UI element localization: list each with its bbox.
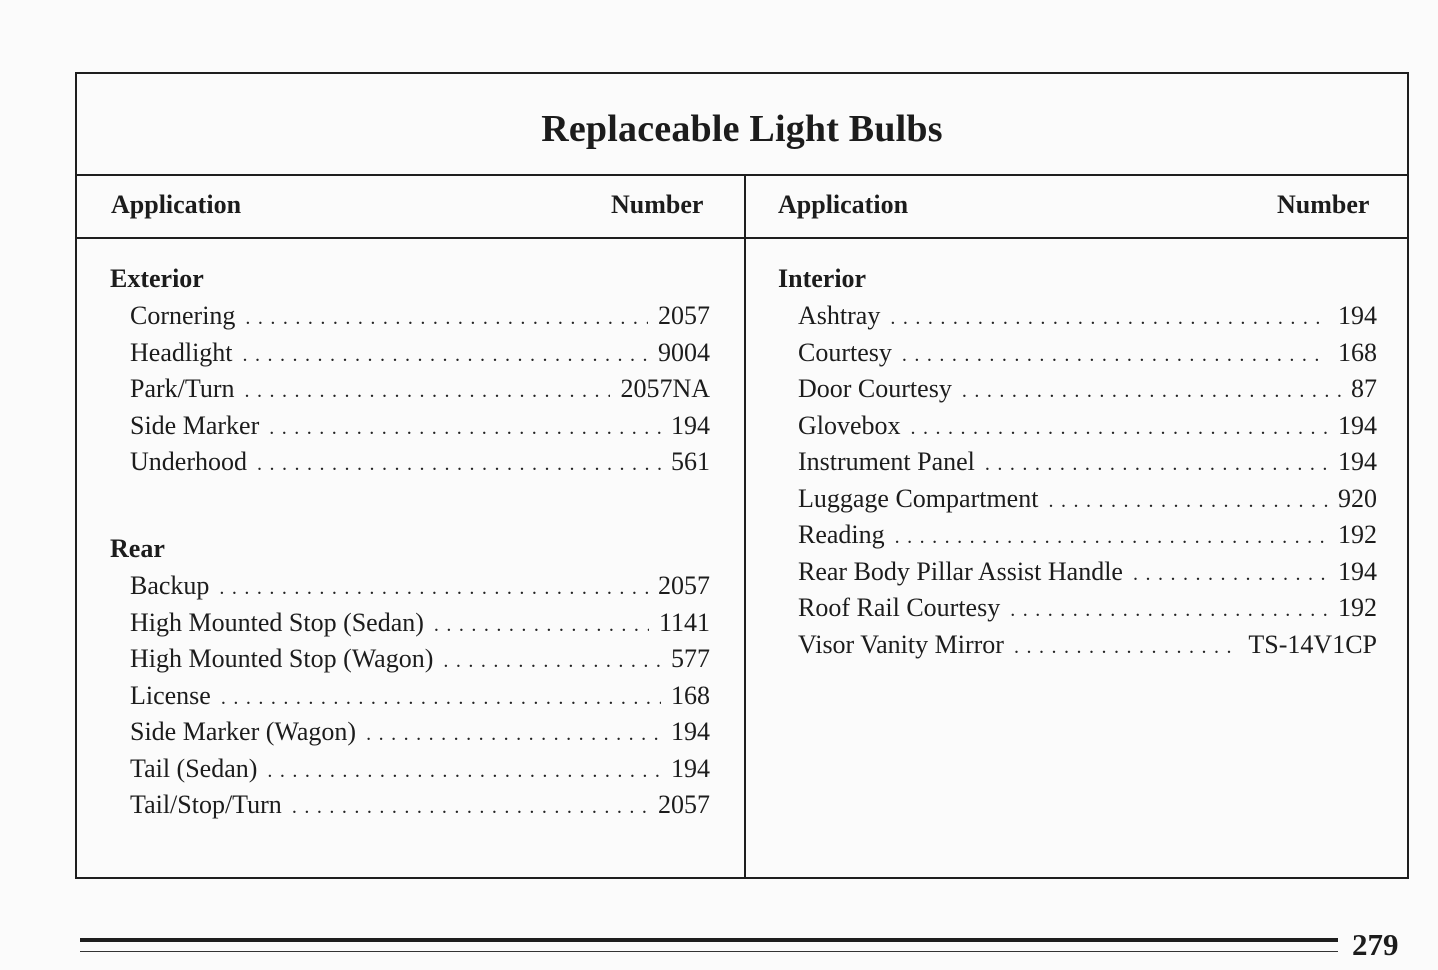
bulb-application: Glovebox (798, 410, 901, 440)
dot-leader (895, 519, 1328, 556)
bulb-application: Headlight (130, 337, 233, 367)
bulb-application: Ashtray (798, 301, 881, 330)
list-item (778, 627, 1377, 664)
dot-leader (985, 446, 1328, 483)
dot-leader (434, 607, 649, 644)
list-item (778, 590, 1377, 627)
column-divider (744, 176, 746, 877)
dot-leader (890, 300, 1328, 337)
bulb-application: Park/Turn (130, 374, 235, 403)
list-item (778, 335, 1377, 372)
bulb-number: 192 (1338, 520, 1377, 549)
bulb-application: Visor Vanity Mirror (798, 629, 1004, 659)
dot-leader (1133, 556, 1328, 593)
bulb-number: 2057 (658, 790, 710, 819)
bulb-number: 920 (1338, 483, 1377, 513)
list-item (778, 554, 1377, 591)
bulb-table (75, 72, 1409, 879)
bulb-application: Reading (798, 520, 885, 549)
dot-leader (902, 337, 1328, 374)
list-item (110, 335, 710, 372)
page-number: 279 (1352, 927, 1399, 962)
list-item (110, 444, 710, 481)
bulb-application: Tail (Sedan) (130, 753, 258, 783)
dot-leader (366, 716, 661, 753)
bulb-number: 168 (1338, 337, 1377, 367)
bulb-number: 2057NA (620, 374, 710, 403)
dot-leader (269, 410, 661, 447)
list-item (110, 641, 710, 678)
list-item (110, 298, 710, 335)
bulb-number: TS-14V1CP (1248, 629, 1377, 659)
dot-leader (292, 789, 648, 826)
section-heading: Interior (778, 264, 867, 293)
dot-leader (911, 410, 1328, 447)
bulb-application: Backup (130, 571, 210, 600)
bulb-number: 9004 (658, 337, 710, 367)
section-heading: Rear (110, 534, 165, 563)
bulb-application: Tail/Stop/Turn (130, 790, 282, 819)
list-item (110, 678, 710, 715)
list-item (778, 408, 1377, 445)
dot-leader (443, 643, 661, 680)
bulb-number: 194 (1338, 301, 1377, 330)
bulb-number: 194 (671, 717, 710, 746)
list-item (110, 714, 710, 751)
column-header-row (77, 176, 1407, 239)
dot-leader (221, 680, 661, 717)
table-title-row (77, 74, 1407, 176)
dot-leader (243, 337, 648, 374)
bulb-number: 192 (1338, 593, 1377, 622)
right-application-header: Application (778, 190, 909, 219)
bulb-application: High Mounted Stop (Sedan) (130, 607, 424, 637)
bulb-application: Door Courtesy (798, 374, 952, 403)
list-item (778, 298, 1377, 335)
bulb-application: License (130, 680, 211, 710)
list-item (110, 371, 710, 408)
list-item (778, 517, 1377, 554)
list-item (110, 408, 710, 445)
bulb-number: 1141 (658, 607, 710, 637)
list-item (778, 444, 1377, 481)
table-title: Replaceable Light Bulbs (541, 108, 943, 150)
bulb-number: 194 (1338, 556, 1377, 586)
bulb-number: 194 (671, 753, 710, 783)
bulb-number: 194 (671, 410, 710, 440)
dot-leader (267, 753, 661, 790)
dot-leader (1048, 483, 1328, 520)
bulb-application: Courtesy (798, 337, 892, 367)
list-item (110, 751, 710, 788)
bulb-application: Rear Body Pillar Assist Handle (798, 556, 1123, 586)
section-rear (110, 530, 710, 824)
bulb-application: Roof Rail Courtesy (798, 593, 1001, 622)
left-number-header: Number (611, 190, 704, 219)
dot-leader (962, 373, 1341, 410)
list-item (110, 605, 710, 642)
dot-leader (219, 570, 648, 607)
dot-leader (1014, 629, 1238, 666)
bulb-number: 577 (671, 644, 710, 673)
bulb-number: 561 (671, 447, 710, 476)
bulb-number: 194 (1338, 410, 1377, 440)
bulb-number: 194 (1338, 447, 1377, 476)
bulb-application: Instrument Panel (798, 447, 975, 476)
list-item (110, 787, 710, 824)
dot-leader (245, 373, 611, 410)
right-number-header: Number (1277, 190, 1370, 219)
bulb-number: 168 (671, 680, 710, 710)
bulb-application: Cornering (130, 301, 236, 330)
footer-rule-thin (80, 951, 1338, 952)
bulb-application: Underhood (130, 447, 247, 476)
section-heading: Exterior (110, 264, 204, 293)
bulb-number: 87 (1351, 374, 1377, 403)
bulb-number: 2057 (658, 571, 710, 600)
list-item (110, 568, 710, 605)
section-exterior (110, 260, 710, 481)
footer-rule (80, 938, 1338, 942)
left-application-header: Application (111, 190, 242, 219)
list-item (778, 371, 1377, 408)
bulb-application: Side Marker (130, 410, 260, 440)
bulb-application: Side Marker (Wagon) (130, 717, 357, 746)
list-item (778, 481, 1377, 518)
dot-leader (257, 446, 661, 483)
dot-leader (1010, 592, 1328, 629)
bulb-application: High Mounted Stop (Wagon) (130, 644, 434, 673)
section-interior (778, 260, 1377, 663)
bulb-number: 2057 (658, 301, 710, 330)
dot-leader (245, 300, 648, 337)
bulb-application: Luggage Compartment (798, 483, 1039, 513)
